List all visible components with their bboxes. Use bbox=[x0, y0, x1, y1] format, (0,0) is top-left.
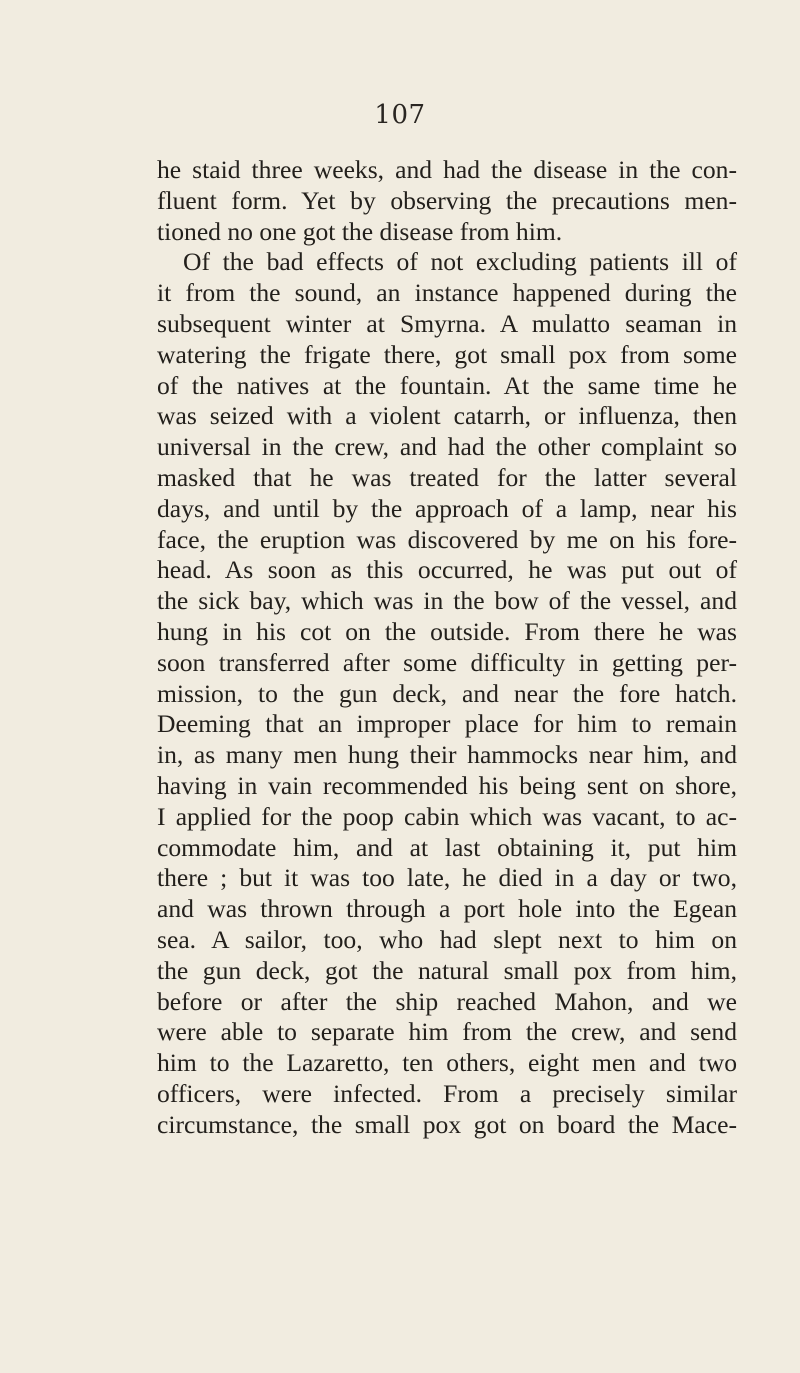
text-line: fluent form. Yet by observing the precautions men- bbox=[157, 185, 737, 215]
text-line: him to the Lazaretto, ten others, eight men and two bbox=[157, 1048, 737, 1078]
body-text bbox=[157, 155, 737, 1141]
text-line: commodate him, and at last obtaining it, put him bbox=[157, 832, 737, 862]
text-line: hung in his cot on the outside. From there he was bbox=[157, 616, 737, 646]
text-line: the gun deck, got the natural small pox from him, bbox=[157, 955, 737, 985]
text-line: were able to separate him from the crew, and send bbox=[157, 1017, 737, 1047]
text-line: of the natives at the fountain. At the same time he bbox=[157, 370, 737, 400]
text-line: soon transferred after some difficulty in getting per- bbox=[157, 647, 737, 677]
text-line: tioned no one got the disease from him. bbox=[157, 216, 563, 246]
text-line: I applied for the poop cabin which was vacant, to ac- bbox=[157, 801, 737, 831]
text-line: sea. A sailor, too, who had slept next to him on bbox=[157, 924, 737, 954]
text-line: in, as many men hung their hammocks near him, and bbox=[157, 740, 737, 770]
text-line: there ; but it was too late, he died in a day or two, bbox=[157, 863, 737, 893]
text-line: the sick bay, which was in the bow of the vessel, and bbox=[157, 586, 737, 616]
text-line: face, the eruption was discovered by me on his fore- bbox=[157, 524, 737, 554]
text-line: masked that he was treated for the latter several bbox=[157, 462, 737, 492]
text-line: having in vain recommended his being sent on shore, bbox=[157, 770, 737, 800]
text-line: universal in the crew, and had the other complaint so bbox=[157, 432, 737, 462]
text-line: officers, were infected. From a precisely similar bbox=[157, 1078, 737, 1108]
text-line: watering the frigate there, got small pox from some bbox=[157, 339, 737, 369]
text-line: mission, to the gun deck, and near the fore hatch. bbox=[157, 678, 737, 708]
text-line: days, and until by the approach of a lamp, near his bbox=[157, 493, 737, 523]
text-line: head. As soon as this occurred, he was put out of bbox=[157, 555, 737, 585]
page-number: 107 bbox=[374, 100, 426, 130]
text-line: subsequent winter at Smyrna. A mulatto seaman in bbox=[157, 308, 737, 338]
text-line: circumstance, the small pox got on board the Mace- bbox=[157, 1109, 737, 1139]
text-line: he staid three weeks, and had the disease in the con- bbox=[157, 155, 737, 184]
text-line: and was thrown through a port hole into the Egean bbox=[157, 894, 737, 924]
text-line: Deeming that an improper place for him to remain bbox=[157, 709, 737, 739]
text-line: it from the sound, an instance happened during the bbox=[157, 278, 737, 308]
text-line: was seized with a violent catarrh, or influenza, then bbox=[157, 401, 737, 431]
text-line: before or after the ship reached Mahon, and we bbox=[157, 986, 737, 1016]
text-line: Of the bad effects of not excluding patients ill of bbox=[183, 247, 737, 277]
